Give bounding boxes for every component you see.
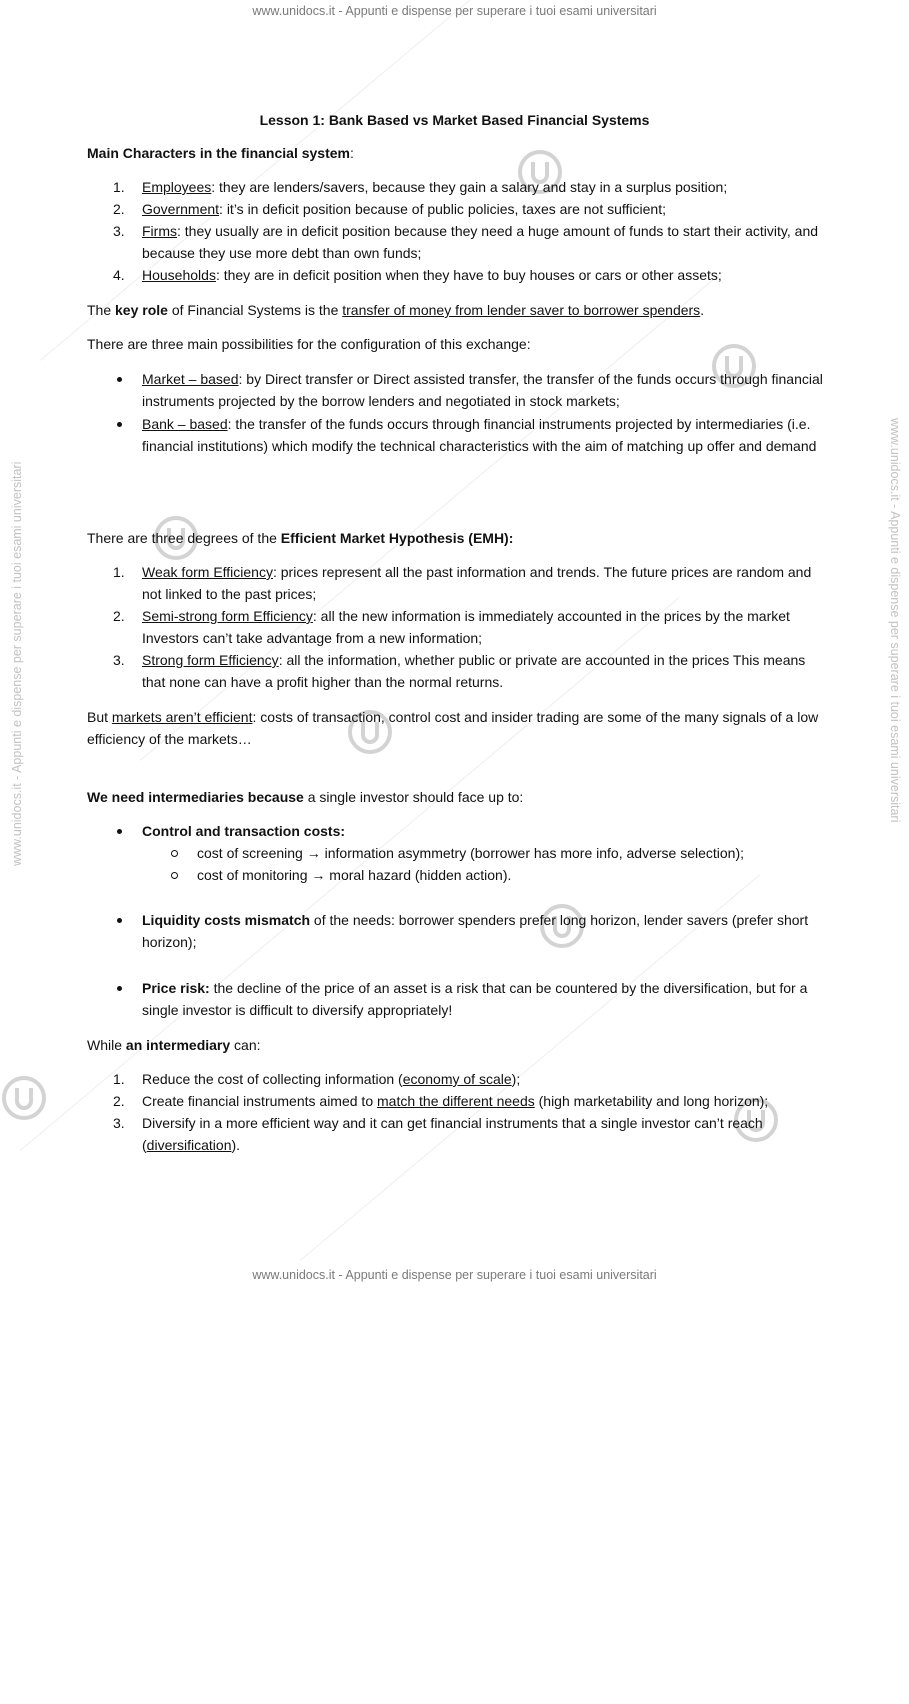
text-run-bold: We need intermediaries because [87, 789, 304, 805]
text-run: The [87, 302, 116, 318]
list-term: Bank – based [142, 416, 228, 432]
arrow-right-icon: → [306, 845, 321, 861]
list-item [87, 1068, 827, 1090]
text-run: : costs of transaction, control cost and insider trading are some of the many signals of a low efficiency of the markets… [87, 709, 819, 747]
text-run: cost of monitoring [197, 867, 312, 883]
text-run: There are three degrees of the [87, 530, 281, 546]
list-text: : all the new information is immediately accounted in the prices by the market Investors can’t take advantage from a new information; [142, 608, 790, 646]
list-number: 4. [113, 267, 125, 283]
list-number: 1. [113, 564, 125, 580]
list-term: Market – based [142, 371, 239, 387]
list-number: 2. [113, 1093, 125, 1109]
list-text: the decline of the price of an asset is a risk that can be countered by the diversification, but for a single investor is difficult to diversify appropriately! [142, 980, 808, 1018]
list-term: Liquidity costs mismatch [142, 912, 311, 928]
list-text: of the needs: borrower spenders prefer long horizon, lender savers (prefer short horizon); [142, 912, 809, 950]
price-risk-list [87, 977, 827, 1021]
list-item [87, 977, 827, 1021]
text-run: While [87, 1037, 126, 1053]
while-intro [87, 1034, 827, 1056]
list-text: : the transfer of the funds occurs through financial instruments projected by intermediaries (i.e. financial institutions) which modify the technical characteristics with the aim of matching up offer and demand [142, 416, 817, 454]
text-run: of Financial Systems is the [167, 302, 343, 318]
list-item [87, 1112, 827, 1156]
list-text: : all the information, whether public or private are accounted in the prices This means that none can have a profit higher than the normal returns. [142, 652, 806, 690]
list-item [87, 820, 827, 842]
text-run: But [87, 709, 112, 725]
list-item [87, 176, 827, 198]
needs-list [87, 820, 827, 842]
list-item [87, 220, 827, 264]
list-text: : by Direct transfer or Direct assisted transfer, the transfer of the funds occurs through financial instruments projected by the borrow lenders and negotiated in stock markets; [142, 371, 823, 409]
emh-intro [87, 527, 827, 549]
list-number: 2. [113, 608, 125, 624]
bullet-icon [117, 422, 122, 427]
document-title: Lesson 1: Bank Based vs Market Based Financial Systems [259, 112, 650, 128]
bullet-icon [117, 986, 122, 991]
list-term: Firms [142, 223, 177, 239]
text-run-underline: diversification [146, 1137, 232, 1153]
text-run: (high marketability and long horizon); [534, 1093, 769, 1109]
list-number: 3. [113, 1115, 125, 1131]
text-run-bold: an intermediary [125, 1037, 231, 1053]
list-item [87, 413, 827, 457]
text-run: information asymmetry (borrower has more info, adverse selection); [320, 845, 745, 861]
list-text: : they usually are in deficit position because they need a huge amount of funds to start their activity, and because they use more debt than own funds; [142, 223, 819, 261]
bullet-icon [117, 918, 122, 923]
list-item [87, 909, 827, 953]
list-term: Employees [142, 179, 212, 195]
emh-list [87, 561, 827, 693]
text-run-underline: economy of scale [402, 1071, 512, 1087]
possibilities-list [87, 368, 827, 457]
sub-list-item [87, 864, 827, 886]
list-number: 1. [113, 1071, 125, 1087]
text-run-underline: match the different needs [377, 1093, 535, 1109]
text-run: Reduce the cost of collecting information ( [142, 1071, 403, 1087]
characters-heading-label: Main Characters in the financial system [87, 145, 350, 161]
text-run: moral hazard (hidden action). [325, 867, 512, 883]
list-text: : they are in deficit position when they have to buy houses or cars or other assets; [215, 267, 722, 283]
characters-heading-colon: : [349, 145, 354, 161]
text-run: . [700, 302, 705, 318]
list-number: 3. [113, 223, 125, 239]
list-item [87, 1090, 827, 1112]
watermark-side-left: www.unidocs.it - Appunti e dispense per superare i tuoi esami universitari [10, 461, 24, 866]
list-item [87, 561, 827, 605]
list-term: Weak form Efficiency [142, 564, 273, 580]
list-term: Semi-strong form Efficiency [142, 608, 313, 624]
key-role-paragraph [87, 299, 827, 321]
text-run-bold: key role [115, 302, 168, 318]
list-item [87, 649, 827, 693]
text-run-bold: Efficient Market Hypothesis (EMH): [280, 530, 514, 546]
circle-bullet-icon [171, 872, 178, 879]
control-costs-sublist [87, 842, 827, 886]
watermark-footer[interactable]: www.unidocs.it - Appunti e dispense per superare i tuoi esami universitari [252, 1268, 657, 1282]
characters-list [87, 176, 827, 286]
watermark-side-right: www.unidocs.it - Appunti e dispense per superare i tuoi esami universitari [888, 418, 902, 823]
text-run-underline: transfer of money from lender saver to borrower spenders [342, 302, 701, 318]
list-item [87, 605, 827, 649]
watermark-header[interactable]: www.unidocs.it - Appunti e dispense per superare i tuoi esami universitari [252, 4, 657, 18]
need-intro [87, 786, 827, 808]
text-run-underline: markets aren’t efficient [111, 709, 253, 725]
intermediary-list [87, 1068, 827, 1156]
list-term: Strong form Efficiency [142, 652, 279, 668]
text-run: Diversify in a more efficient way and it can get financial instruments that a single investor can’t reach ( [142, 1115, 763, 1153]
bullet-icon [117, 829, 122, 834]
list-item [87, 264, 827, 286]
list-text: : it’s in deficit position because of public policies, taxes are not sufficient; [219, 201, 667, 217]
list-number: 2. [113, 201, 125, 217]
text-run: Create financial instruments aimed to [142, 1093, 377, 1109]
list-number: 3. [113, 652, 125, 668]
text-run: cost of screening [197, 845, 307, 861]
arrow-right-icon: → [311, 867, 326, 883]
text-run: can: [230, 1037, 261, 1053]
characters-heading [87, 142, 827, 164]
list-term: Price risk: [142, 980, 210, 996]
possibilities-intro: There are three main possibilities for the configuration of this exchange: [87, 336, 531, 352]
liquidity-list [87, 909, 827, 953]
text-run: ). [231, 1137, 241, 1153]
list-term: Government [142, 201, 220, 217]
list-text: : prices represent all the past information and trends. The future prices are random and not linked to the past prices; [142, 564, 812, 602]
list-number: 1. [113, 179, 125, 195]
bullet-icon [117, 377, 122, 382]
text-run: a single investor should face up to: [303, 789, 524, 805]
text-run: ); [511, 1071, 521, 1087]
list-item [87, 368, 827, 412]
inefficient-paragraph [87, 706, 827, 750]
circle-bullet-icon [171, 850, 178, 857]
list-text: : they are lenders/savers, because they gain a salary and stay in a surplus position; [211, 179, 728, 195]
list-term: Control and transaction costs: [142, 823, 346, 839]
sub-list-item [87, 842, 827, 864]
list-item [87, 198, 827, 220]
list-term: Households [142, 267, 216, 283]
